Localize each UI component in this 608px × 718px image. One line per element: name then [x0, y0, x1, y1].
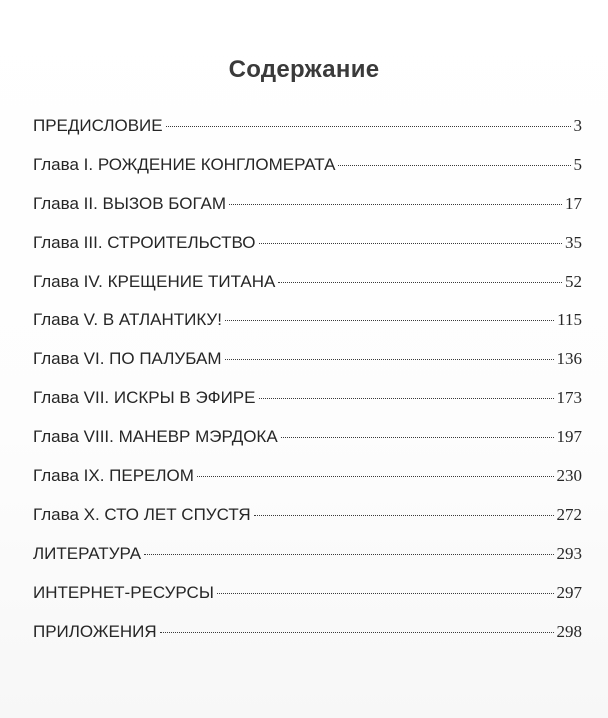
toc-dot-leader	[281, 437, 554, 438]
toc-entry-label: Глава VI. ПО ПАЛУБАМ	[33, 349, 222, 369]
toc-entry-label: Глава III. СТРОИТЕЛЬСТВО	[33, 232, 256, 252]
toc-entry-page: 272	[556, 504, 582, 524]
toc-dot-leader	[278, 282, 562, 283]
toc-entry	[33, 310, 582, 349]
toc-entry-label: ПРИЛОЖЕНИЯ	[33, 621, 157, 641]
toc-dot-leader	[160, 632, 554, 633]
toc-entry	[33, 583, 582, 622]
table-of-contents	[33, 116, 582, 660]
toc-dot-leader	[166, 126, 571, 127]
toc-entry	[33, 233, 582, 272]
toc-entry-page: 173	[556, 388, 582, 408]
toc-entry-page: 52	[565, 271, 582, 291]
toc-dot-leader	[217, 593, 554, 594]
toc-entry-label: ПРЕДИСЛОВИЕ	[33, 116, 163, 135]
toc-dot-leader	[259, 398, 554, 399]
toc-entry-page: 230	[556, 466, 582, 486]
toc-entry	[33, 272, 582, 311]
toc-entry	[33, 388, 582, 427]
toc-entry	[33, 116, 582, 155]
toc-entry	[33, 155, 582, 194]
toc-entry-label: Глава I. РОЖДЕНИЕ КОНГЛОМЕРАТА	[33, 154, 336, 174]
toc-entry-label: Глава IX. ПЕРЕЛОМ	[33, 466, 194, 486]
toc-dot-leader	[225, 359, 554, 360]
toc-entry-label: Глава II. ВЫЗОВ БОГАМ	[33, 193, 227, 213]
toc-entry-page: 136	[556, 349, 582, 369]
toc-entry-page: 298	[556, 621, 582, 641]
toc-entry-label: Глава IV. КРЕЩЕНИЕ ТИТАНА	[33, 271, 276, 291]
toc-entry-page: 5	[573, 154, 582, 174]
toc-entry-page: 197	[556, 427, 582, 447]
toc-entry	[33, 505, 582, 544]
toc-entry-page: 115	[557, 310, 582, 330]
toc-entry-page: 293	[556, 543, 582, 563]
toc-entry-label: Глава X. СТО ЛЕТ СПУСТЯ	[33, 504, 251, 524]
page-title: Содержание	[228, 56, 380, 83]
toc-entry-label: ЛИТЕРАТУРА	[33, 543, 142, 563]
toc-entry	[33, 427, 582, 466]
toc-entry-page: 3	[573, 116, 582, 135]
toc-entry	[33, 349, 582, 388]
toc-entry	[33, 622, 582, 661]
toc-dot-leader	[225, 320, 554, 321]
toc-dot-leader	[144, 554, 553, 555]
toc-entry-page: 17	[565, 193, 582, 213]
toc-entry-page: 35	[565, 232, 582, 252]
toc-dot-leader	[259, 243, 562, 244]
toc-entry-label: Глава VIII. МАНЕВР МЭРДОКА	[33, 427, 278, 447]
toc-entry	[33, 194, 582, 233]
toc-dot-leader	[254, 515, 554, 516]
toc-entry-label: Глава VII. ИСКРЫ В ЭФИРЕ	[33, 388, 256, 408]
toc-dot-leader	[229, 204, 562, 205]
toc-entry-label: Глава V. В АТЛАНТИКУ!	[33, 310, 222, 330]
toc-entry-label: ИНТЕРНЕТ-РЕСУРСЫ	[33, 582, 214, 602]
toc-entry	[33, 544, 582, 583]
toc-entry-page: 297	[556, 582, 582, 602]
toc-dot-leader	[197, 476, 554, 477]
toc-dot-leader	[338, 165, 570, 166]
toc-entry	[33, 466, 582, 505]
